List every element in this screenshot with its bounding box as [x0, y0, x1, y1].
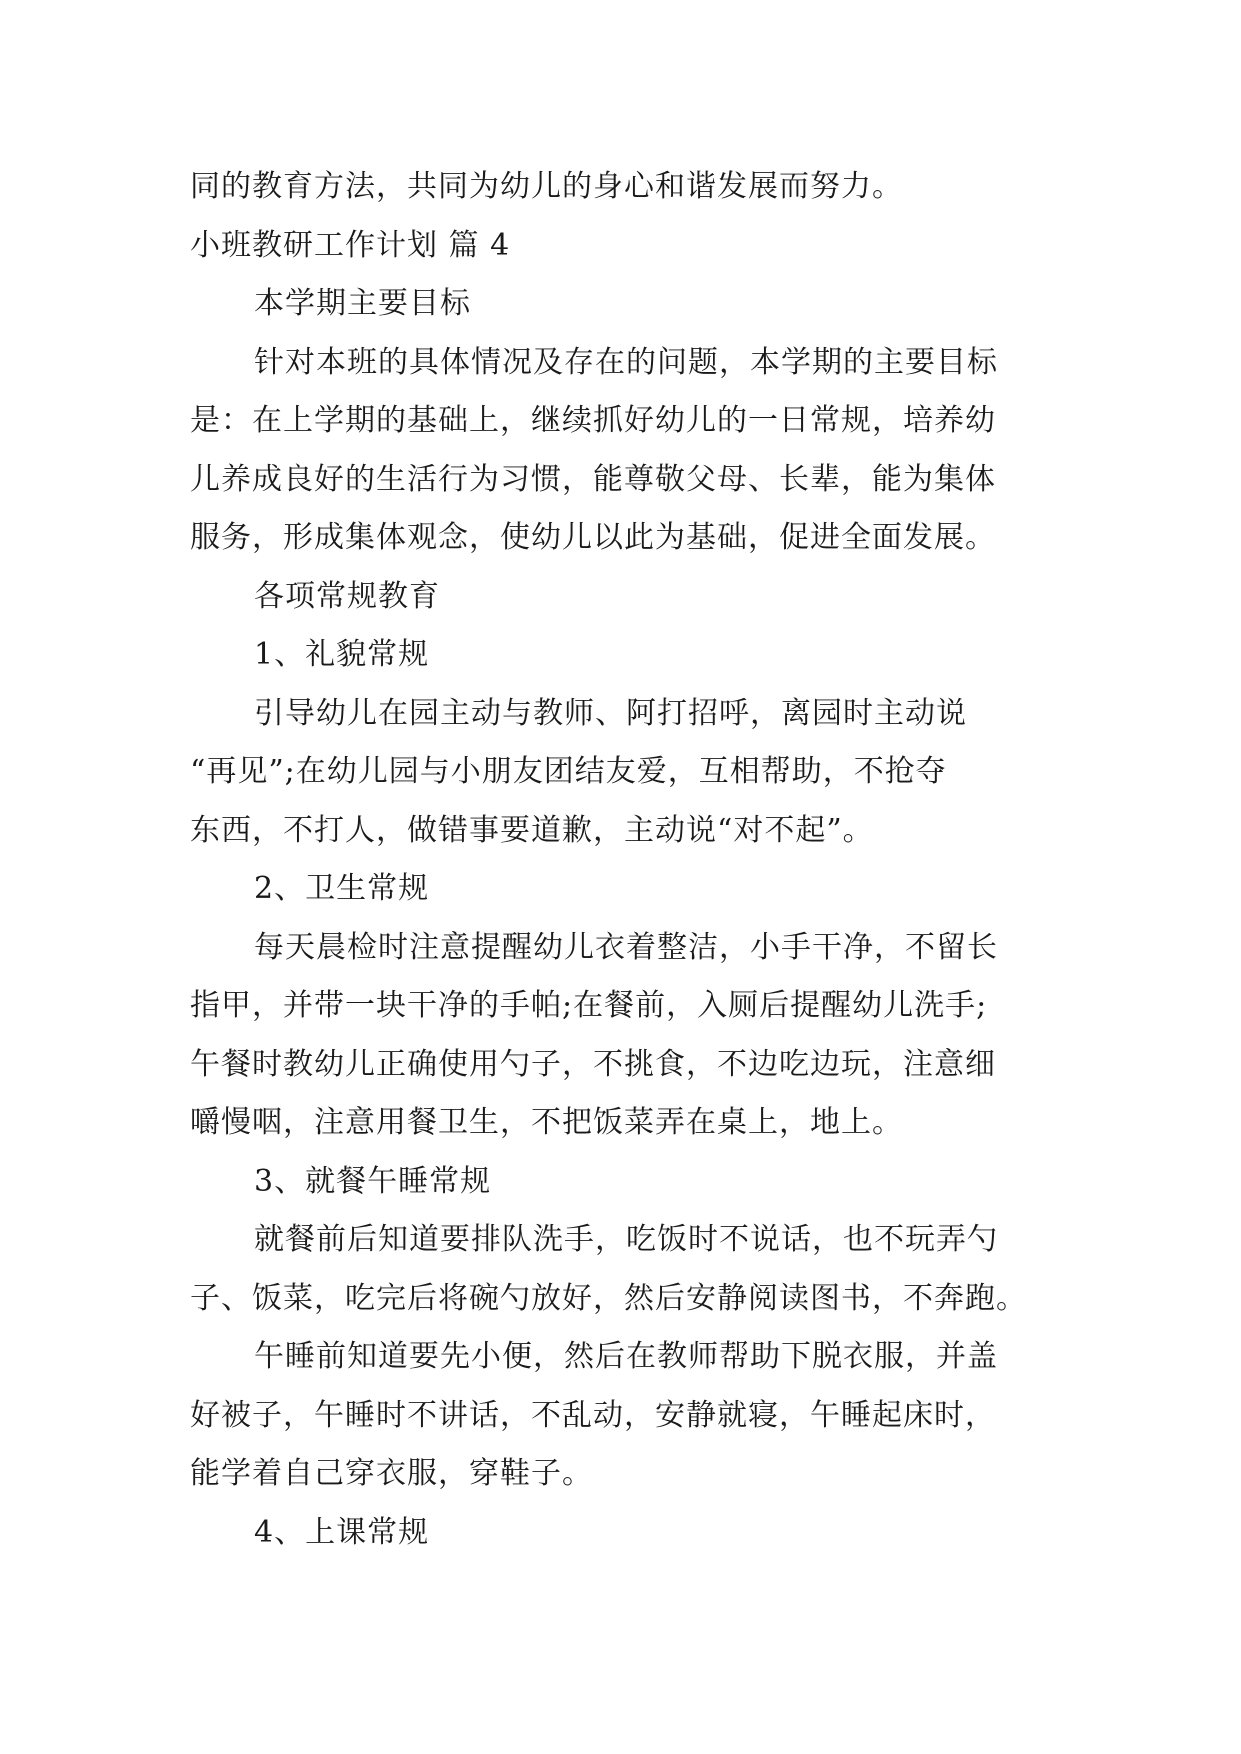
paragraph-line: 针对本班的具体情况及存在的问题，本学期的主要目标	[254, 344, 998, 380]
paragraph-line: 好被子，午睡时不讲话，不乱动，安静就寝，午睡起床时，	[190, 1397, 996, 1433]
subsection-heading: 本学期主要目标	[254, 286, 471, 321]
paragraph-line: 是：在上学期的基础上，继续抓好幼儿的一日常规，培养幼	[190, 403, 996, 438]
paragraph-line: 服务，形成集体观念，使幼儿以此为基础，促进全面发展。	[190, 520, 996, 555]
section-title: 小班教研工作计划 篇 4	[190, 227, 511, 263]
list-heading: 3、就餐午睡常规	[254, 1163, 492, 1199]
document-body	[190, 158, 1060, 1562]
paragraph-line: 东西，不打人，做错事要道歉，主动说“对不起”。	[190, 812, 874, 848]
paragraph-line: 儿养成良好的生活行为习惯，能尊敬父母、长辈，能为集体	[190, 461, 996, 497]
list-heading: 2、卫生常规	[254, 871, 430, 906]
paragraph-line: 午睡前知道要先小便，然后在教师帮助下脱衣服，并盖	[254, 1339, 998, 1374]
paragraph-line: 嚼慢咽，注意用餐卫生，不把饭菜弄在桌上，地上。	[190, 1105, 903, 1140]
paragraph-line: 指甲，并带一块干净的手帕;在餐前，入厕后提醒幼儿洗手;	[190, 988, 988, 1023]
paragraph-line: 每天晨检时注意提醒幼儿衣着整洁，小手干净，不留长	[254, 929, 998, 965]
list-heading: 1、礼貌常规	[254, 637, 430, 672]
subsection-heading: 各项常规教育	[254, 578, 440, 614]
paragraph-line: 就餐前后知道要排队洗手，吃饭时不说话，也不玩弄勺	[254, 1222, 998, 1257]
paragraph-line: 午餐时教幼儿正确使用勺子，不挑食，不边吃边玩，注意细	[190, 1046, 996, 1082]
paragraph-line: 同的教育方法，共同为幼儿的身心和谐发展而努力。	[190, 169, 903, 204]
paragraph-line: “再见”;在幼儿园与小朋友团结友爱，互相帮助，不抢夺	[190, 754, 947, 789]
paragraph-line: 引导幼儿在园主动与教师、阿打招呼，离园时主动说	[254, 695, 967, 731]
list-heading: 4、上课常规	[254, 1514, 430, 1550]
paragraph-line: 子、饭菜，吃完后将碗勺放好，然后安静阅读图书，不奔跑。	[190, 1280, 1027, 1316]
paragraph-line: 能学着自己穿衣服，穿鞋子。	[190, 1456, 593, 1491]
